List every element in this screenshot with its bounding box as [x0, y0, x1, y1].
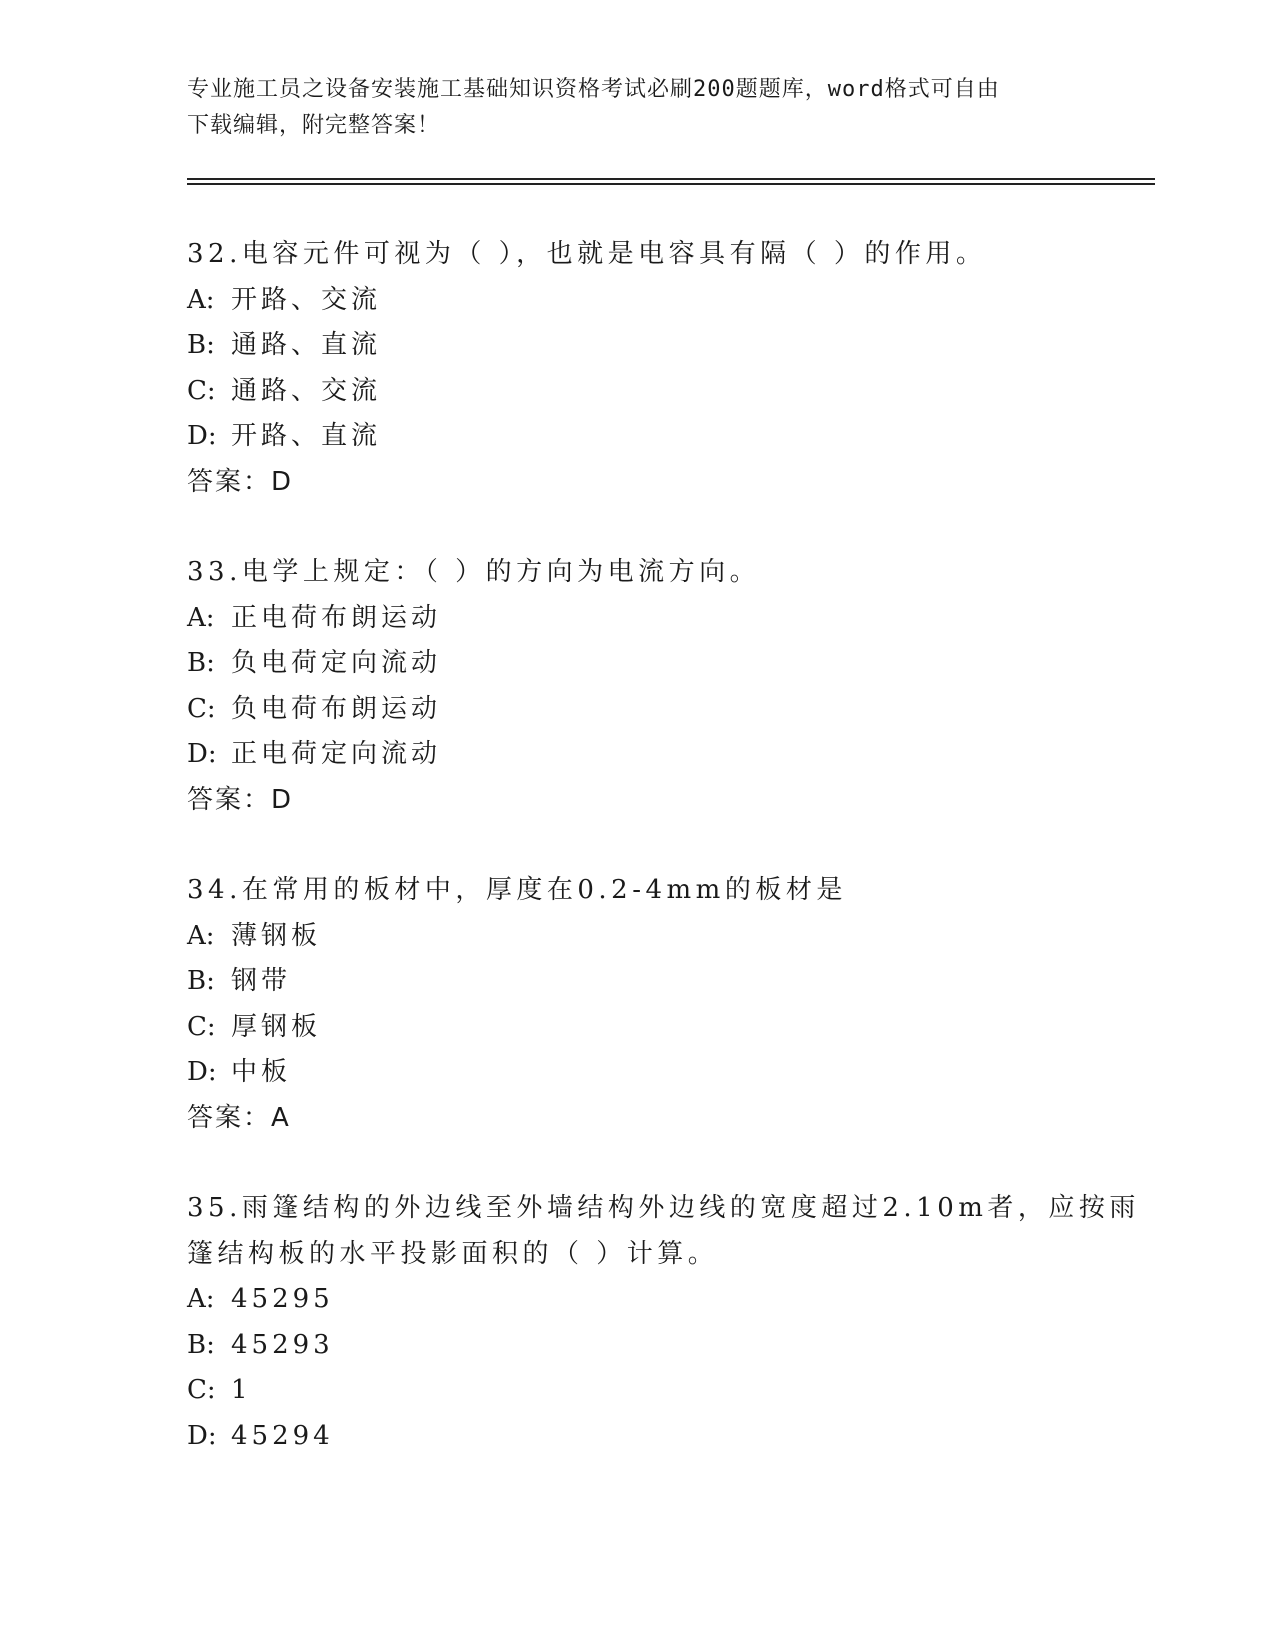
- option-key: B:: [187, 648, 215, 678]
- option-text: 中板: [231, 1057, 292, 1087]
- answer: 答案：A: [187, 1102, 291, 1133]
- option-c: [187, 687, 1087, 733]
- question-stem-line-2: 篷结构板的水平投影面积的（ ）计算。: [187, 1238, 719, 1269]
- option-d: [187, 1414, 1087, 1460]
- option-key: D:: [187, 1420, 217, 1451]
- option-text: 正电荷定向流动: [231, 739, 442, 769]
- option-key: A:: [187, 284, 215, 315]
- option-text: 1: [231, 1375, 252, 1405]
- option-b: [187, 1323, 1087, 1369]
- option-key: B:: [187, 966, 215, 996]
- question-stem: 33.电学上规定：（ ）的方向为电流方向。: [187, 557, 761, 587]
- header-line-1: 专业施工员之设备安装施工基础知识资格考试必刷200题题库，word格式可自由: [187, 77, 1000, 102]
- question-34: [187, 868, 1087, 1141]
- option-c: [187, 1005, 1087, 1051]
- option-key: C:: [187, 693, 216, 724]
- header-line-2: 下载编辑，附完整答案！: [187, 113, 441, 138]
- option-b: [187, 959, 1087, 1005]
- option-text: 钢带: [231, 966, 292, 996]
- option-text: 负电荷定向流动: [231, 648, 442, 678]
- option-text: 开路、直流: [231, 421, 382, 451]
- option-text: 厚钢板: [231, 1011, 322, 1042]
- option-key: A:: [187, 920, 215, 951]
- option-d: [187, 414, 1087, 460]
- option-key: D:: [187, 739, 217, 769]
- option-key: C:: [187, 375, 216, 406]
- question-stem: 34.在常用的板材中，厚度在0.2-4mm的板材是: [187, 875, 847, 905]
- question-stem-line-1: 35.雨篷结构的外边线至外墙结构外边线的宽度超过2.10m者，应按雨: [187, 1193, 1140, 1223]
- option-a: [187, 596, 1087, 642]
- option-c: [187, 369, 1087, 415]
- answer: 答案：D: [187, 466, 294, 497]
- option-key: A:: [187, 602, 215, 633]
- option-text: 45294: [231, 1420, 334, 1451]
- option-text: 通路、直流: [231, 330, 382, 360]
- question-33: [187, 550, 1087, 823]
- question-35: [187, 1186, 1140, 1459]
- option-text: 45295: [231, 1284, 334, 1314]
- option-text: 正电荷布朗运动: [231, 602, 442, 633]
- option-key: B:: [187, 330, 215, 360]
- option-b: [187, 641, 1087, 687]
- option-key: D:: [187, 1057, 217, 1087]
- answer: 答案：D: [187, 784, 294, 815]
- option-d: [187, 1050, 1087, 1096]
- header-divider-bottom: [187, 183, 1155, 185]
- option-d: [187, 732, 1087, 778]
- option-key: C:: [187, 1375, 216, 1405]
- option-a: [187, 914, 1087, 960]
- option-text: 开路、交流: [231, 284, 382, 315]
- option-key: C:: [187, 1011, 216, 1042]
- option-text: 45293: [231, 1329, 334, 1360]
- question-stem: 32.电容元件可视为（ ），也就是电容具有隔（ ）的作用。: [187, 239, 987, 269]
- option-b: [187, 323, 1087, 369]
- option-key: A:: [187, 1284, 215, 1314]
- option-key: D:: [187, 421, 217, 451]
- header-divider-top: [187, 178, 1155, 180]
- option-c: [187, 1368, 1087, 1414]
- option-text: 通路、交流: [231, 375, 382, 406]
- option-key: B:: [187, 1329, 215, 1360]
- document-header: [187, 72, 1087, 144]
- option-text: 薄钢板: [231, 920, 322, 951]
- option-text: 负电荷布朗运动: [231, 693, 442, 724]
- option-a: [187, 1277, 1087, 1323]
- option-a: [187, 278, 1087, 324]
- question-32: [187, 232, 1087, 505]
